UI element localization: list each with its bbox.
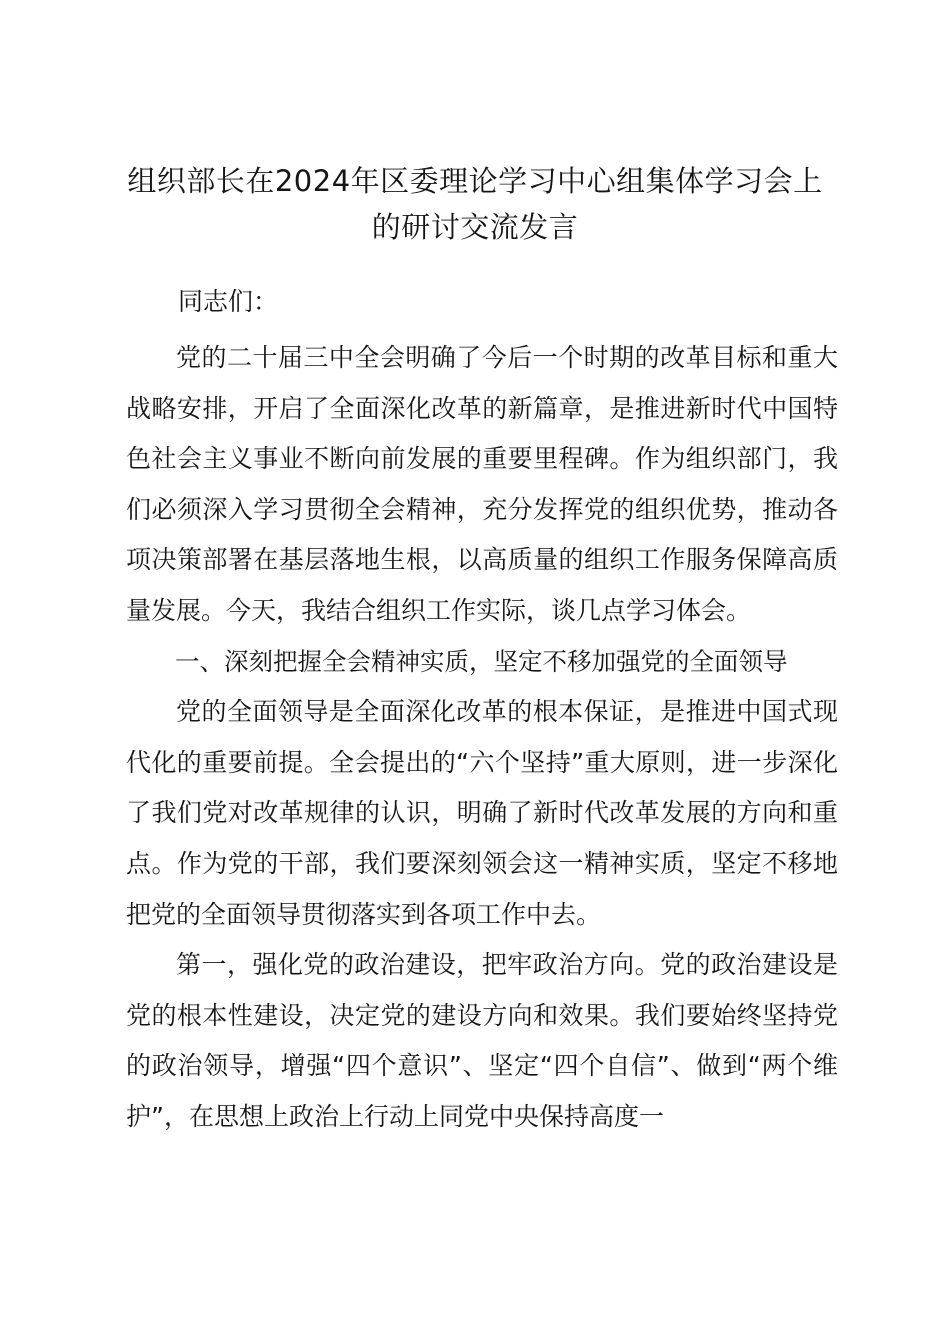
document-body bbox=[126, 333, 838, 1143]
paragraph-section-1: 党的全面领导是全面深化改革的根本保证，是推进中国式现代化的重要前提。全会提出的“六个坚持”重大原则，进一步深化了我们党对改革规律的认识，明确了新时代改革发展的方向和重点。作为党的干部，我们要深刻领会这一精神实质，坚定不移地把党的全面领导贯彻落实到各项工作中去。 bbox=[126, 697, 838, 929]
salutation: 同志们： bbox=[178, 287, 279, 316]
paragraph-point-1: 第一，强化党的政治建设，把牢政治方向。党的政治建设是党的根本性建设，决定党的建设方向和效果。我们要始终坚持党的政治领导，增强“四个意识”、坚定“四个自信”、做到“两个维护”，在思想上政治上行动上同党中央保持高度一 bbox=[126, 950, 838, 1131]
title-line-1: 组织部长在2024年区委理论学习中心组集体学习会上 bbox=[127, 164, 823, 198]
title-line-2: 的研讨交流发言 bbox=[371, 210, 579, 244]
paragraph-intro: 党的二十届三中全会明确了今后一个时期的改革目标和重大战略安排，开启了全面深化改革的新篇章，是推进新时代中国特色社会主义事业不断向前发展的重要里程碑。作为组织部门，我们必须深入学习贯彻全会精神，充分发挥党的组织优势，推动各项决策部署在基层落地生根，以高质量的组织工作服务保障高质量发展。今天，我结合组织工作实际，谈几点学习体会。 bbox=[126, 343, 838, 625]
section-heading-1: 一、深刻把握全会精神实质，坚定不移加强党的全面领导 bbox=[175, 646, 788, 676]
document-title bbox=[120, 158, 830, 250]
